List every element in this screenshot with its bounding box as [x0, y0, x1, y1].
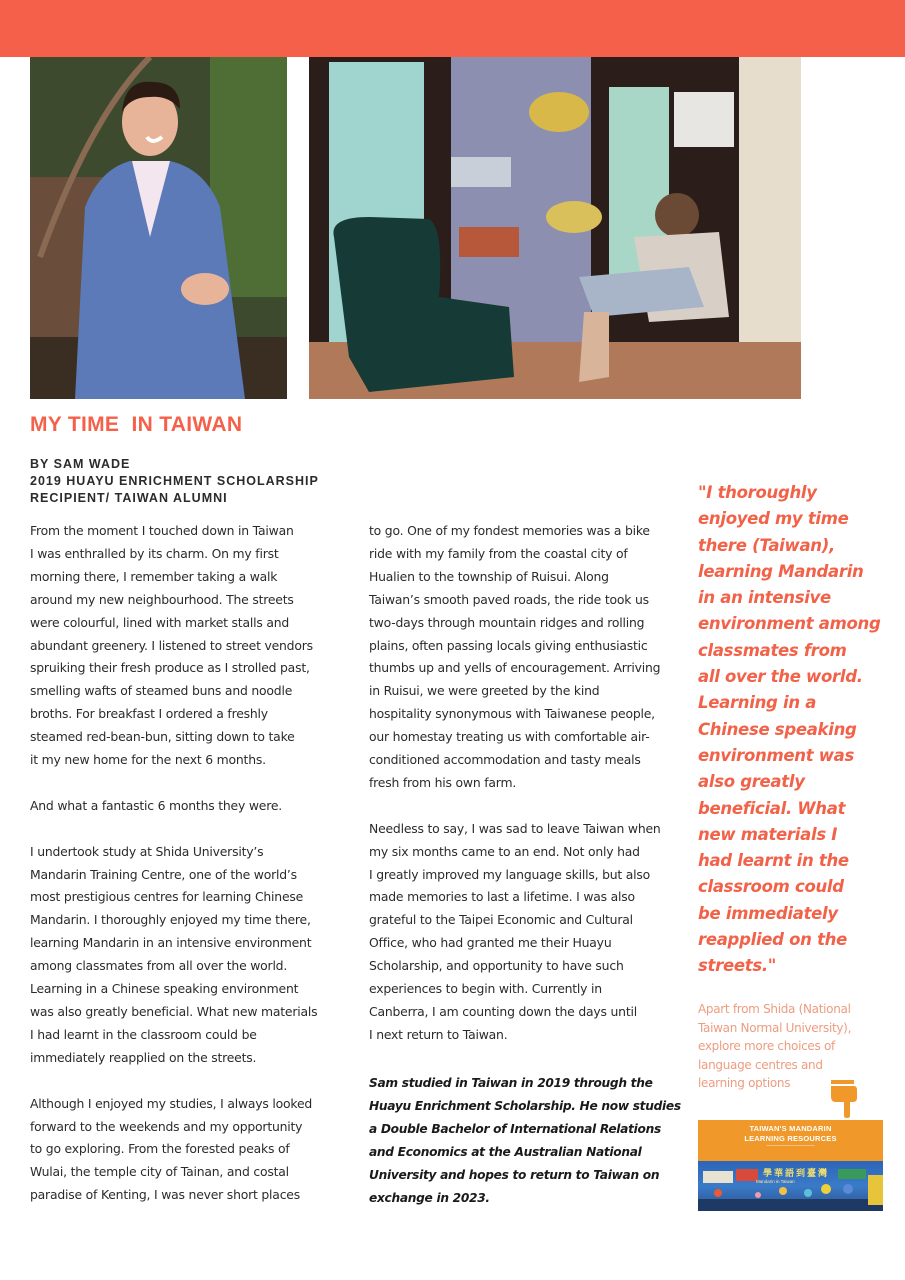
quote-line: learning Mandarin	[698, 561, 864, 581]
mandarin-resources-banner[interactable]	[698, 1120, 883, 1211]
article-line: From the moment I touched down in Taiwan	[30, 523, 294, 538]
article-line: made memories to last a lifetime. I was also	[369, 889, 635, 905]
article-line: smelling wafts of steamed buns and noodle	[30, 683, 293, 699]
bio-line: Sam studied in Taiwan in 2019 through the	[369, 1076, 653, 1090]
quote-line: streets."	[698, 956, 777, 976]
quote-line: environment was	[698, 745, 855, 765]
article-line: Wulai, the temple city of Tainan, and costal	[30, 1164, 289, 1180]
quote-line: environment among	[698, 614, 881, 634]
byline-author: BY SAM WADE	[30, 457, 131, 471]
portrait-photo	[30, 57, 287, 399]
article-line: Taiwan’s smooth paved roads, the ride took us	[369, 591, 649, 607]
article-line: Scholarship, and opportunity to have such	[369, 958, 624, 974]
article-line: thumbs up and yells of encouragement. Arriving	[369, 660, 661, 676]
article-line: Mandarin. I thoroughly enjoyed my time there,	[30, 912, 311, 928]
bio-line: University and hopes to return to Taiwan on	[369, 1168, 660, 1182]
paragraph-gap	[30, 818, 350, 841]
quote-line: "I thoroughly	[698, 483, 817, 502]
quote-line: also greatly	[698, 772, 805, 792]
article-line: conditioned accommodation and tasty meals	[369, 752, 641, 768]
byline-role-2: RECIPIENT/ TAIWAN ALUMNI	[30, 491, 228, 505]
note-line: Taiwan Normal University),	[698, 1020, 852, 1035]
article-line: two-days through mountain ridges and rolling	[369, 614, 645, 630]
author-bio	[369, 1072, 689, 1210]
article-line: morning there, I remember taking a walk	[30, 568, 278, 584]
article-line: Needless to say, I was sad to leave Taiwan when	[369, 820, 661, 836]
article-line: our homestay treating us with comfortable air-	[369, 729, 650, 745]
bio-line: and Economics at the Australian National	[369, 1145, 642, 1159]
room-photo	[309, 57, 801, 399]
note-line: Apart from Shida (National	[698, 1002, 851, 1016]
article-line: learning Mandarin in an intensive environment	[30, 935, 312, 951]
article-line: fresh from his own farm.	[369, 774, 517, 790]
article-line: And what a fantastic 6 months they were.	[30, 797, 282, 813]
pointing-down-hand-icon	[828, 1078, 860, 1118]
article-line: immediately reapplied on the streets.	[30, 1049, 257, 1065]
article-line: was also greatly beneficial. What new materials	[30, 1004, 318, 1019]
quote-line: beneficial. What	[698, 798, 846, 818]
bio-line: exchange in 2023.	[369, 1191, 490, 1205]
paragraph-gap	[30, 1070, 350, 1093]
article-line: hospitality synonymous with Taiwanese people,	[369, 706, 655, 722]
byline	[30, 456, 319, 507]
article-line: I next return to Taiwan.	[369, 1026, 508, 1042]
byline-role: 2019 HUAYU ENRICHMENT SCHOLARSHIP	[30, 474, 319, 488]
article-line: I had learnt in the classroom could be	[30, 1026, 257, 1042]
article-line: were colourful, lined with market stalls and	[30, 614, 290, 630]
article-line: among classmates from all over the world.	[30, 958, 288, 974]
room-illustration	[309, 57, 801, 399]
quote-line: classmates from	[698, 640, 847, 660]
article-line: Canberra, I am counting down the days until	[369, 1004, 637, 1020]
article-line: my six months came to an end. Not only had	[369, 843, 640, 859]
article-line: Hualien to the township of Ruisui. Along	[369, 568, 609, 584]
banner-title-line2: LEARNING RESOURCES	[744, 1134, 837, 1143]
quote-line: reapplied on the	[698, 930, 847, 950]
bio-line: a Double Bachelor of International Relations	[369, 1122, 661, 1136]
banner-title	[698, 1124, 883, 1144]
quote-line: had learnt in the	[698, 851, 849, 871]
article-line: I undertook study at Shida University’s	[30, 843, 264, 859]
quote-line: Chinese speaking	[698, 719, 857, 739]
top-accent-bar	[0, 0, 905, 57]
quote-line: classroom could	[698, 877, 844, 897]
article-line: plains, often passing locals giving enthusiastic	[369, 637, 648, 653]
paragraph-gap	[369, 795, 689, 818]
quote-line: there (Taiwan),	[698, 535, 835, 555]
banner-title-line1: TAIWAN'S MANDARIN	[749, 1124, 832, 1133]
banner-subtitle-strip	[698, 1145, 883, 1147]
article-line: around my new neighbourhood. The streets	[30, 591, 294, 607]
paragraph-gap	[30, 772, 350, 795]
article-line: it my new home for the next 6 months.	[30, 752, 266, 768]
quote-line: all over the world.	[698, 667, 863, 687]
quote-line: be immediately	[698, 903, 838, 923]
quote-line: in an intensive	[698, 588, 831, 608]
banner-english-title: Mandarin in Taiwan	[756, 1179, 795, 1184]
article-line: to go exploring. From the forested peaks of	[30, 1141, 290, 1157]
article-line: grateful to the Taipei Economic and Cultural	[369, 912, 633, 928]
article-line: steamed red-bean-bun, sitting down to take	[30, 729, 295, 745]
quote-line: new materials I	[698, 824, 838, 844]
article-line: broths. For breakfast I ordered a freshly	[30, 706, 268, 722]
article-line: ride with my family from the coastal city of	[369, 545, 628, 561]
article-line: abundant greenery. I listened to street vendors	[30, 637, 313, 653]
quote-line: enjoyed my time	[698, 509, 849, 529]
article-line: experiences to begin with. Currently in	[369, 981, 602, 997]
article-line: in Ruisui, we were greeted by the kind	[369, 683, 600, 699]
note-line: explore more choices of	[698, 1039, 835, 1053]
article-line: spruiking their fresh produce as I strolled past,	[30, 660, 310, 676]
article-line: Learning in a Chinese speaking environment	[30, 981, 299, 997]
pull-quote	[698, 480, 898, 980]
article-line: I greatly improved my language skills, but also	[369, 866, 651, 882]
article-line: forward to the weekends and my opportunity	[30, 1118, 303, 1134]
article-line: Mandarin Training Centre, one of the world’s	[30, 866, 297, 882]
article-title: MY TIME IN TAIWAN	[30, 413, 243, 436]
quote-line: Learning in a	[698, 693, 817, 713]
article-line: most prestigious centres for learning Chinese	[30, 889, 304, 905]
side-note	[698, 1000, 898, 1093]
banner-chinese-title: 學華語到臺灣	[762, 1169, 829, 1179]
note-line: learning options	[698, 1076, 791, 1090]
note-line: language centres and	[698, 1057, 823, 1072]
article-column-2	[369, 520, 689, 1047]
article-line: to go. One of my fondest memories was a bike	[369, 523, 650, 538]
article-line: Office, who had granted me their Huayu	[369, 935, 612, 951]
article-line: Although I enjoyed my studies, I always looked	[30, 1095, 313, 1111]
portrait-illustration	[30, 57, 287, 399]
article-line: I was enthralled by its charm. On my first	[30, 545, 279, 561]
article-column-1	[30, 520, 350, 1207]
article-line: paradise of Kenting, I was never short places	[30, 1187, 300, 1203]
bio-line: Huayu Enrichment Scholarship. He now studies	[369, 1099, 681, 1113]
